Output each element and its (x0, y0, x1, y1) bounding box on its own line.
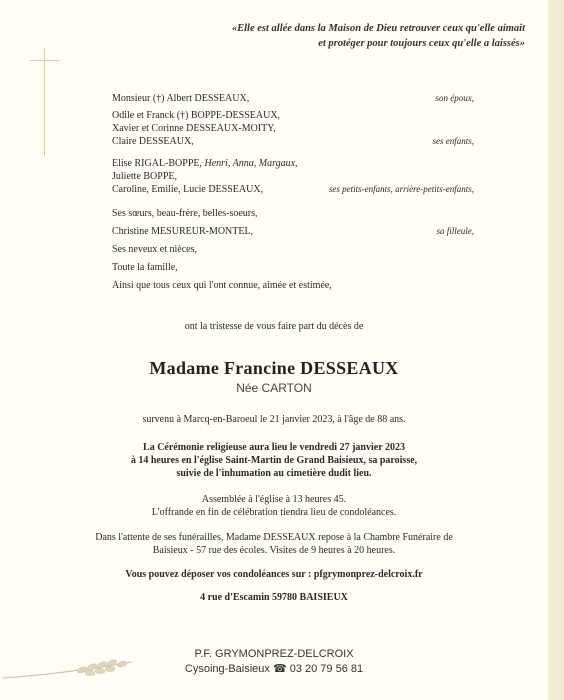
cross-decoration-bar (30, 60, 60, 61)
family-row (112, 157, 474, 170)
epigraph (200, 21, 525, 51)
cross-decoration (44, 48, 45, 156)
family-row (112, 261, 474, 274)
family-name: Ainsi que tous ceux qui l'ont connue, aimée et estimée, (112, 280, 332, 291)
epigraph-line: «Elle est allée dans la Maison de Dieu retrouver ceux qu'elle aimait (231, 23, 525, 34)
company-phone: 03 20 79 56 81 (289, 663, 364, 675)
maiden-name: Née CARTON (236, 381, 312, 395)
family-role: son époux, (435, 93, 474, 103)
family-name: Toute la famille, (112, 262, 178, 273)
family-name: Claire DESSEAUX, (112, 136, 194, 147)
ceremony-line: à 14 heures en l'église Saint-Martin de Grand Baisieux, sa paroisse, (130, 455, 418, 466)
family-row (112, 122, 474, 135)
assembly-line: L'offrande en fin de célébration tiendra lieu de condoléances. (151, 507, 397, 518)
family-row (112, 92, 474, 105)
family-children: Henri, Anna, Margaux, (204, 158, 298, 169)
ceremony-line: suivie de l'inhumation au cimetière dudit lieu. (176, 468, 372, 479)
funeral-home-line: Dans l'attente de ses funérailles, Madame DESSEAUX repose à la Chambre Funéraire de (95, 532, 453, 543)
address: 4 rue d'Escamin 59780 BAISIEUX (200, 592, 348, 603)
family-name: Monsieur (†) Albert DESSEAUX, (112, 93, 250, 104)
assembly-line: Assemblée à l'église à 13 heures 45. (201, 494, 347, 505)
family-name: Caroline, Emilie, Lucie DESSEAUX, (112, 184, 264, 195)
family-row (112, 135, 474, 148)
condolences: Vous pouvez déposer vos condoléances sur : pfgrymonprez-delcroix.fr (125, 569, 423, 580)
family-name: Elise RIGAL-BOPPE, (112, 158, 205, 169)
funeral-home-line: Baisieux - 57 rue des écoles. Visites de 9 heures à 20 heures. (152, 545, 396, 556)
family-name: Juliette BOPPE, (112, 171, 178, 182)
announcement: ont la tristesse de vous faire part du décès de (184, 321, 364, 332)
company-location: Cysoing-Baisieux (184, 663, 270, 675)
ceremony-line: La Cérémonie religieuse aura lieu le vendredi 27 janvier 2023 (143, 442, 405, 453)
family-row (112, 279, 474, 292)
wheat-decoration (2, 648, 202, 688)
phone-icon: ☎ (272, 663, 287, 675)
family-role: ses enfants, (432, 136, 474, 146)
page-edge (548, 0, 564, 700)
family-name: Christine MESUREUR-MONTEL, (112, 226, 254, 237)
family-name: Ses sœurs, beau-frère, belles-soeurs, (112, 208, 258, 219)
family-row (112, 170, 474, 183)
funeral-company: P.F. GRYMONPREZ-DELCROIX (194, 648, 354, 660)
family-row (112, 207, 474, 220)
family-row (112, 225, 474, 238)
family-role: ses petits-enfants, arrière-petits-enfants, (328, 184, 474, 194)
family-row (112, 243, 474, 256)
deceased-name: Madame Francine DESSEAUX (149, 358, 399, 378)
family-name: Odile et Franck (†) BOPPE-DESSEAUX, (112, 110, 281, 121)
death-info: survenu à Marcq-en-Baroeul le 21 janvier 2023, à l'âge de 88 ans. (142, 414, 406, 425)
epigraph-line: et protéger pour toujours ceux qu'elle a laissés» (318, 38, 525, 49)
family-row (112, 109, 474, 122)
family-row (112, 183, 474, 196)
family-name: Xavier et Corinne DESSEAUX-MOITY, (112, 123, 276, 134)
family-name: Ses neveux et nièces, (112, 244, 197, 255)
family-role: sa filleule, (436, 226, 474, 236)
